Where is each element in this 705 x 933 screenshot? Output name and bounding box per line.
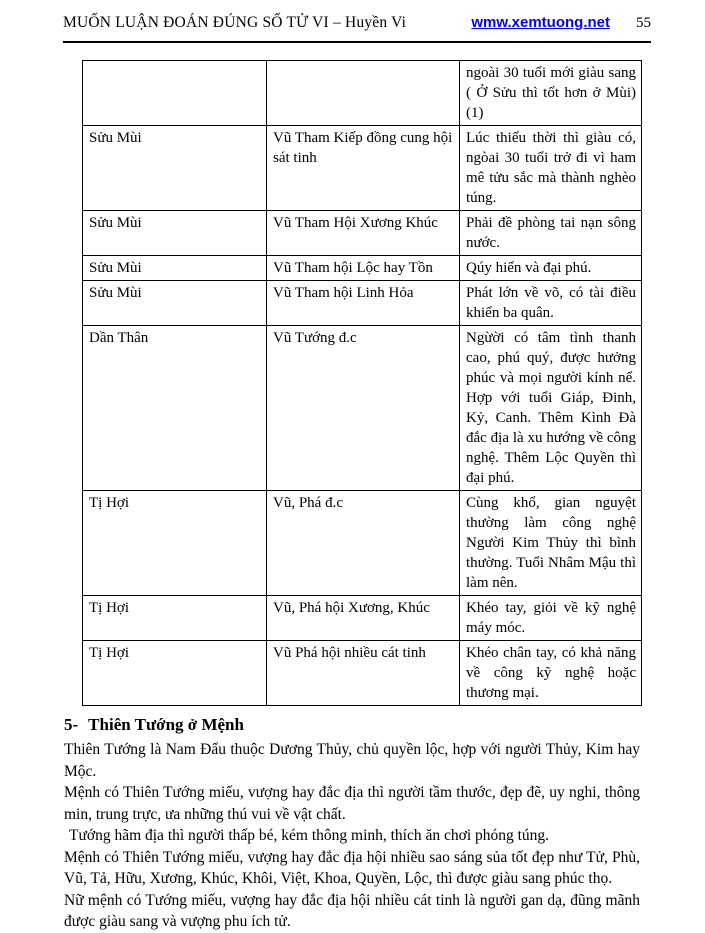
paragraph: Mệnh có Thiên Tướng miếu, vượng hay đắc địa thì người tầm thước, đẹp đẽ, uy nghi, thông min, trung trực, ưa những thú vui về vật chất.	[64, 784, 640, 823]
paragraph: Thiên Tướng là Nam Đẩu thuộc Dương Thủy, chủ quyền lộc, hợp với người Thủy, Kim hay Mộc.	[64, 741, 640, 780]
table-row	[83, 596, 642, 641]
section-body	[64, 739, 640, 933]
paragraph: Tướng hãm địa thì người thấp bé, kém thông minh, thích ăn chơi phóng túng.	[69, 827, 550, 844]
table-row	[83, 211, 642, 256]
site-link[interactable]: wmw.xemtuong.net	[471, 14, 610, 31]
table-row	[83, 126, 642, 211]
table-row	[83, 491, 642, 596]
cell-cung	[83, 61, 267, 126]
cell-sao: Vũ Tham Hội Xương Khúc	[267, 211, 460, 256]
paragraph: Mệnh có Thiên Tướng miếu, vượng hay đắc địa hội nhiều sao sáng sủa tốt đẹp như Tử, Phù, Vũ, Tả, Hữu, Xương, Khúc, Khôi, Việt, Khoa, Quyền, Lộc, thì được giàu sang phúc thọ.	[64, 848, 640, 887]
page-header	[63, 14, 651, 32]
cell-cung: Sửu Mùi	[83, 126, 267, 211]
cell-mota: Phải đề phòng tai nạn sông nước.	[460, 211, 642, 256]
cell-sao: Vũ, Phá hội Xương, Khúc	[267, 596, 460, 641]
astrology-table	[82, 60, 642, 706]
cell-mota: Khéo chân tay, có khả năng về công kỹ nghệ hoặc thương mại.	[460, 641, 642, 706]
cell-sao: Vũ Tham hội Linh Hỏa	[267, 281, 460, 326]
cell-sao: Vũ Tướng đ.c	[267, 326, 460, 491]
cell-sao: Vũ, Phá đ.c	[267, 491, 460, 596]
section-number: 5-	[64, 715, 79, 734]
section-title: Thiên Tướng ở Mệnh	[88, 715, 244, 734]
paragraph: Nữ mệnh có Tướng miếu, vượng hay đắc địa hội nhiều cát tinh là người gan dạ, đũng mãnh được giàu sang và vượng phu ích tử.	[64, 891, 640, 930]
cell-mota: ngoài 30 tuổi mới giàu sang ( Ở Sửu thì tốt hơn ở Mùi) (1)	[460, 61, 642, 126]
cell-mota: Phát lớn về võ, có tài điều khiển ba quân.	[460, 281, 642, 326]
cell-mota: Lúc thiếu thời thì giàu có, ngòai 30 tuổi trở đi vì ham mê tửu sắc mà thành nghèo túng.	[460, 126, 642, 211]
cell-sao: Vũ Tham hội Lộc hay Tồn	[267, 256, 460, 281]
section-heading	[64, 714, 651, 736]
cell-sao	[267, 61, 460, 126]
cell-mota: Ngừời có tâm tình thanh cao, phú quý, được hưởng phúc và mọi người kính nể. Hợp với tuổi Giáp, Đinh, Kỷ, Canh. Thêm Kình Đà đắc địa là xu hướng về công nghệ. Thêm Lộc Quyền thì đại phú.	[460, 326, 642, 491]
cell-cung: Tị Hợi	[83, 641, 267, 706]
table-row	[83, 326, 642, 491]
cell-cung: Tị Hợi	[83, 596, 267, 641]
table-row	[83, 61, 642, 126]
cell-mota: Qúy hiển và đại phú.	[460, 256, 642, 281]
cell-cung: Tị Hợi	[83, 491, 267, 596]
table-row	[83, 281, 642, 326]
cell-sao: Vũ Tham Kiếp đồng cung hội sát tinh	[267, 126, 460, 211]
table-row	[83, 256, 642, 281]
cell-cung: Sửu Mùi	[83, 281, 267, 326]
cell-mota: Cùng khổ, gian nguyệt thường làm công nghệ Người Kim Thủy thì bình thường. Tuổi Nhâm Mậu thì làm nên.	[460, 491, 642, 596]
cell-sao: Vũ Phá hội nhiều cát tinh	[267, 641, 460, 706]
cell-cung: Dần Thân	[83, 326, 267, 491]
page-number: 55	[636, 15, 651, 31]
table-row	[83, 641, 642, 706]
cell-cung: Sửu Mùi	[83, 256, 267, 281]
header-title: MUỐN LUẬN ĐOÁN ĐÚNG SỐ TỬ VI – Huyền Vi	[63, 14, 407, 31]
cell-cung: Sửu Mùi	[83, 211, 267, 256]
cell-mota: Khéo tay, giỏi về kỹ nghệ máy móc.	[460, 596, 642, 641]
header-rule	[63, 41, 651, 43]
